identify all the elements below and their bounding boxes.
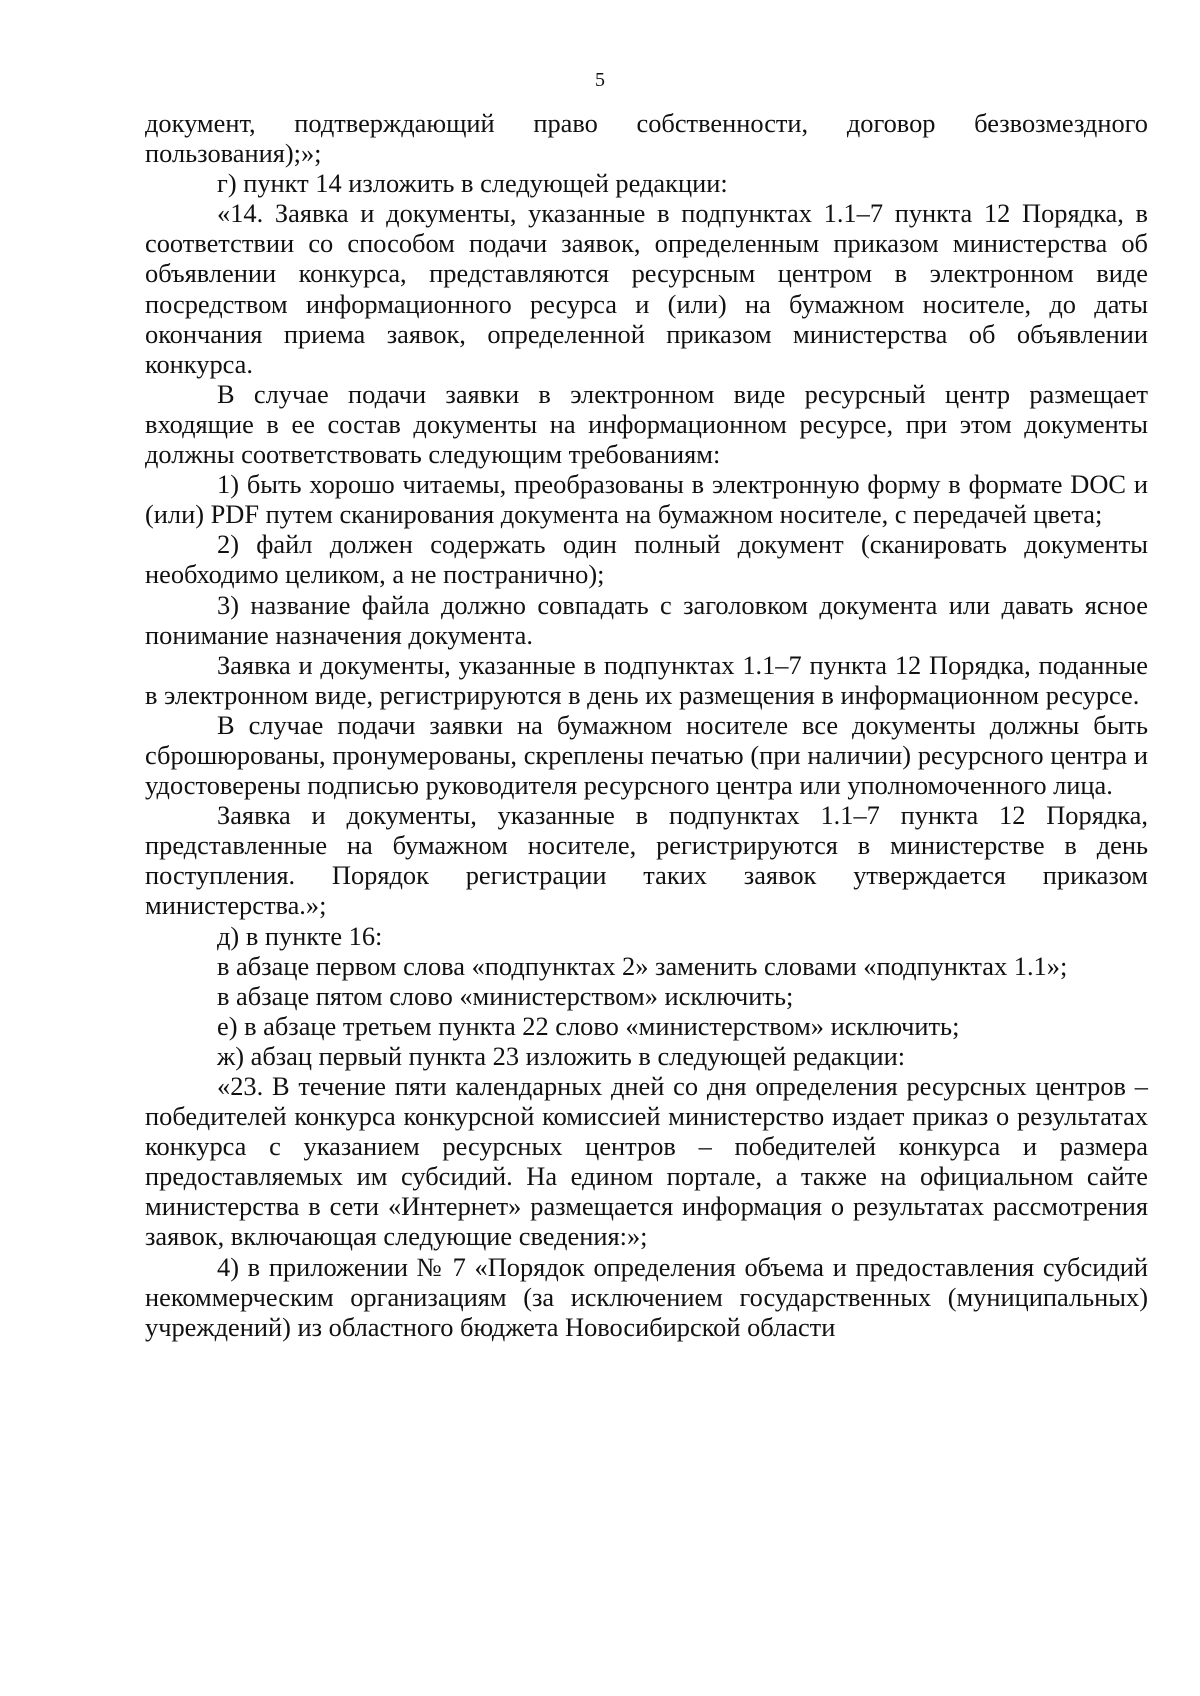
paragraph-6: 2) файл должен содержать один полный документ (сканировать документы необходимо целиком, а не постранично); [145,529,1148,590]
paragraph-4: В случае подачи заявки в электронном виде ресурсный центр размещает входящие в ее состав документы на информационном ресурсе, при этом документы должны соответствовать следующим требованиям: [145,378,1148,470]
paragraph-8: Заявка и документы, указанные в подпунктах 1.1–7 пункта 12 Порядка, поданные в электронном виде, регистрируются в день их размещения в информационном ресурсе. [145,649,1148,710]
paragraph-2: г) пункт 14 изложить в следующей редакции: [217,168,728,199]
paragraph-5: 1) быть хорошо читаемы, преобразованы в электронную форму в формате DOC и (или) PDF путем сканирования документа на бумажном носителе, с передачей цвета; [145,469,1148,530]
page-number: 5 [595,69,605,91]
document-body [145,108,1148,1342]
paragraph-9: В случае подачи заявки на бумажном носителе все документы должны быть сброшюрованы, пронумерованы, скреплены печатью (при наличии) ресурсного центра и удостоверены подписью руководителя ресурсного центра или уполномоченного лица. [145,709,1148,801]
paragraph-13: в абзаце пятом слово «министерством» исключить; [217,980,794,1011]
paragraph-1: документ, подтверждающий право собственности, договор безвозмездного пользования);»; [145,108,1148,169]
paragraph-10: Заявка и документы, указанные в подпунктах 1.1–7 пункта 12 Порядка, представленные на бумажном носителе, регистрируются в министерстве в день поступления. Порядок регистрации таких заявок утверждается приказом министерства.»; [145,800,1148,921]
paragraph-15: ж) абзац первый пункта 23 изложить в следующей редакции: [217,1040,906,1071]
paragraph-12: в абзаце первом слова «подпунктах 2» заменить словами «подпунктах 1.1»; [217,950,1068,981]
paragraph-17: 4) в приложении № 7 «Порядок определения объема и предоставления субсидий некоммерческим организациям (за исключением государственных (муниципальных) учреждений) из областного бюджета Новосибирской области [145,1251,1148,1342]
paragraph-7: 3) название файла должно совпадать с заголовком документа или давать ясное понимание назначения документа. [145,589,1148,650]
paragraph-14: е) в абзаце третьем пункта 22 слово «министерством» исключить; [217,1010,960,1041]
paragraph-11: д) в пункте 16: [217,920,383,951]
paragraph-16: «23. В течение пяти календарных дней со дня определения ресурсных центров – победителей конкурса конкурсной комиссией министерство издает приказ о результатах конкурса с указанием ресурсных центров – победителей конкурса и размера предоставляемых им субсидий. На едином портале, а также на официальном сайте министерства в сети «Интернет» размещается информация о результатах рассмотрения заявок, включающая следующие сведения:»; [145,1071,1148,1252]
paragraph-3: «14. Заявка и документы, указанные в подпунктах 1.1–7 пункта 12 Порядка, в соответствии со способом подачи заявок, определенным приказом министерства об объявлении конкурса, представляются ресурсным центром в электронном виде посредством информационного ресурса и (или) на бумажном носителе, до даты окончания приема заявок, определенной приказом министерства об объявлении конкурса. [145,198,1148,379]
